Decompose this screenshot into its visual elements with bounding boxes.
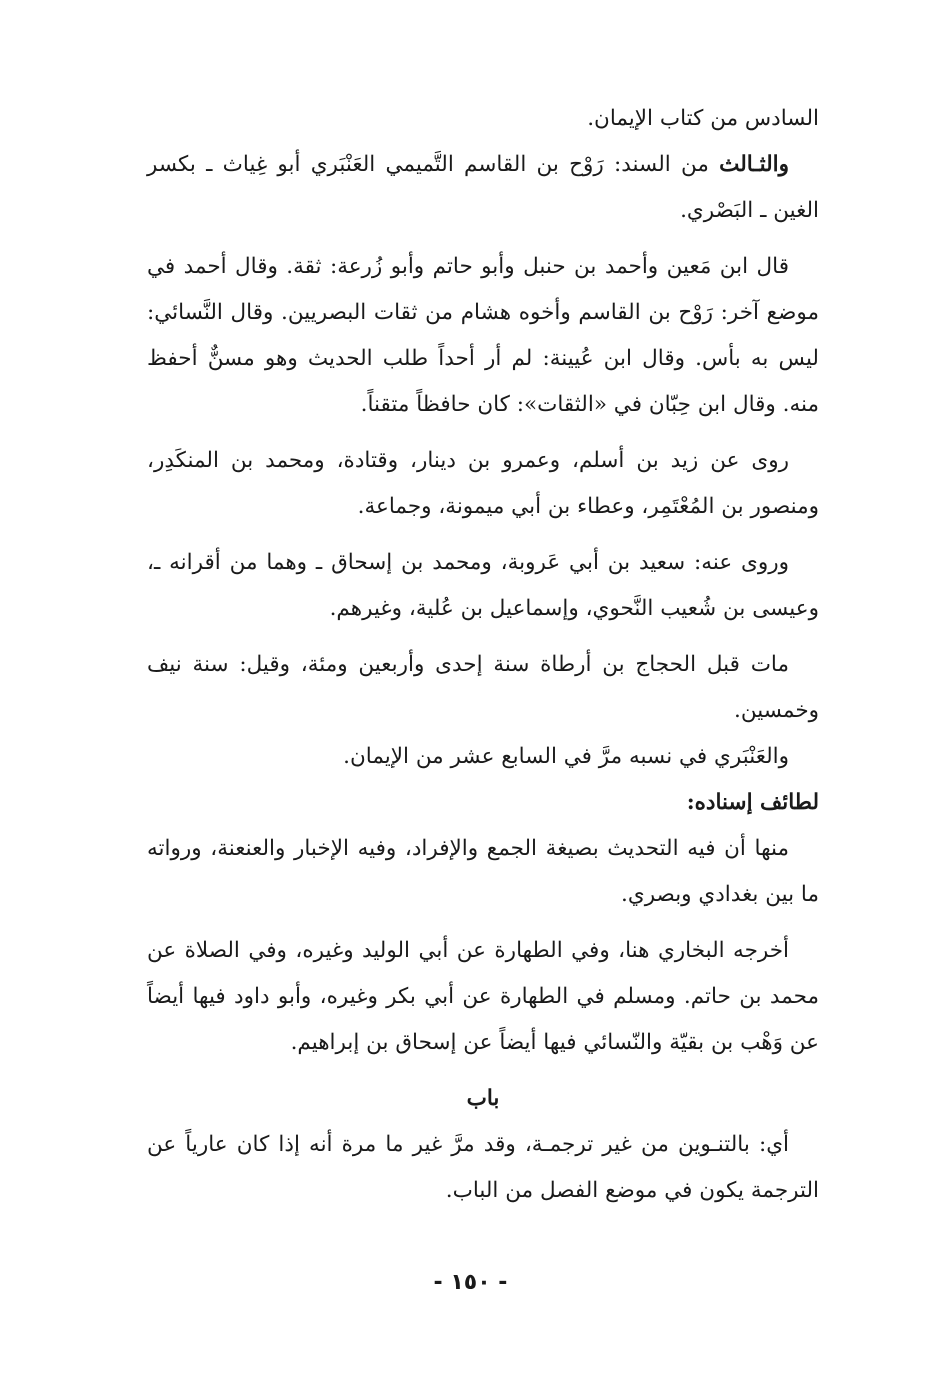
page-number: - ١٥٠ - xyxy=(433,1270,508,1295)
paragraph-2-rest: من السند: رَوْح بن القاسم التَّميمي العَنْبَري أبو غِياث ـ بكسر الغين ـ البَصْري. xyxy=(147,152,819,223)
paragraph-4: روى عن زيد بن أسلم، وعمرو بن دينار، وقتادة، ومحمد بن المنكَدِر، ومنصور بن المُعْتَمِر، وعطاء بن أبي ميمونة، وجماعة. xyxy=(147,448,819,519)
paragraph-8: منها أن فيه التحديث بصيغة الجمع والإفراد، وفيه الإخبار والعنعنة، ورواته ما بين بغدادي وبصري. xyxy=(147,836,819,907)
paragraph-5: وروى عنه: سعيد بن أبي عَروبة، ومحمد بن إسحاق ـ وهما من أقرانه ـ، وعيسى بن شُعيب النَّحوي، وإسماعيل بن عُلية، وغيرهم. xyxy=(147,550,819,621)
paragraph-3: قال ابن مَعين وأحمد بن حنبل وأبو حاتم وأبو زُرعة: ثقة. وقال أحمد في موضع آخر: رَوْح بن القاسم وأخوه هشام من ثقات البصريين. وقال النَّسائي: ليس به بأس. وقال ابن عُيينة: لم أر أحداً طلب الحديث وهو مسنٌّ أحفظ منه. وقال ابن حِبّان في «الثقات»: كان حافظاً متقناً. xyxy=(147,254,819,417)
paragraph-9: أخرجه البخاري هنا، وفي الطهارة عن أبي الوليد وغيره، وفي الصلاة عن محمد بن حاتم. ومسلم في الطهارة عن أبي بكر وغيره، وأبو داود فيها أيضاً عن وَهْب بن بقيّة والنّسائي فيها أيضاً عن إسحاق بن إبراهيم. xyxy=(147,938,819,1055)
paragraph-1: السادس من كتاب الإيمان. xyxy=(587,106,819,131)
paragraph-2 xyxy=(147,142,819,234)
paragraph-7: والعَنْبَري في نسبه مرَّ في السابع عشر من الإيمان. xyxy=(343,744,789,769)
paragraph-10: أي: بالتنـوين من غير ترجمـة، وقد مرَّ غير ما مرة أنه إذا كان عارياً عن الترجمة يكون في موضع الفصل من الباب. xyxy=(147,1132,819,1203)
paragraph-6: مات قبل الحجاج بن أرطاة سنة إحدى وأربعين ومئة، وقيل: سنة نيف وخمسين. xyxy=(147,652,819,723)
paragraph-2-lead: والثـالث xyxy=(719,152,789,177)
section-heading-lataif: لطائف إسناده: xyxy=(686,790,819,815)
page-body xyxy=(147,96,819,1224)
section-heading-bab: باب xyxy=(466,1086,500,1111)
